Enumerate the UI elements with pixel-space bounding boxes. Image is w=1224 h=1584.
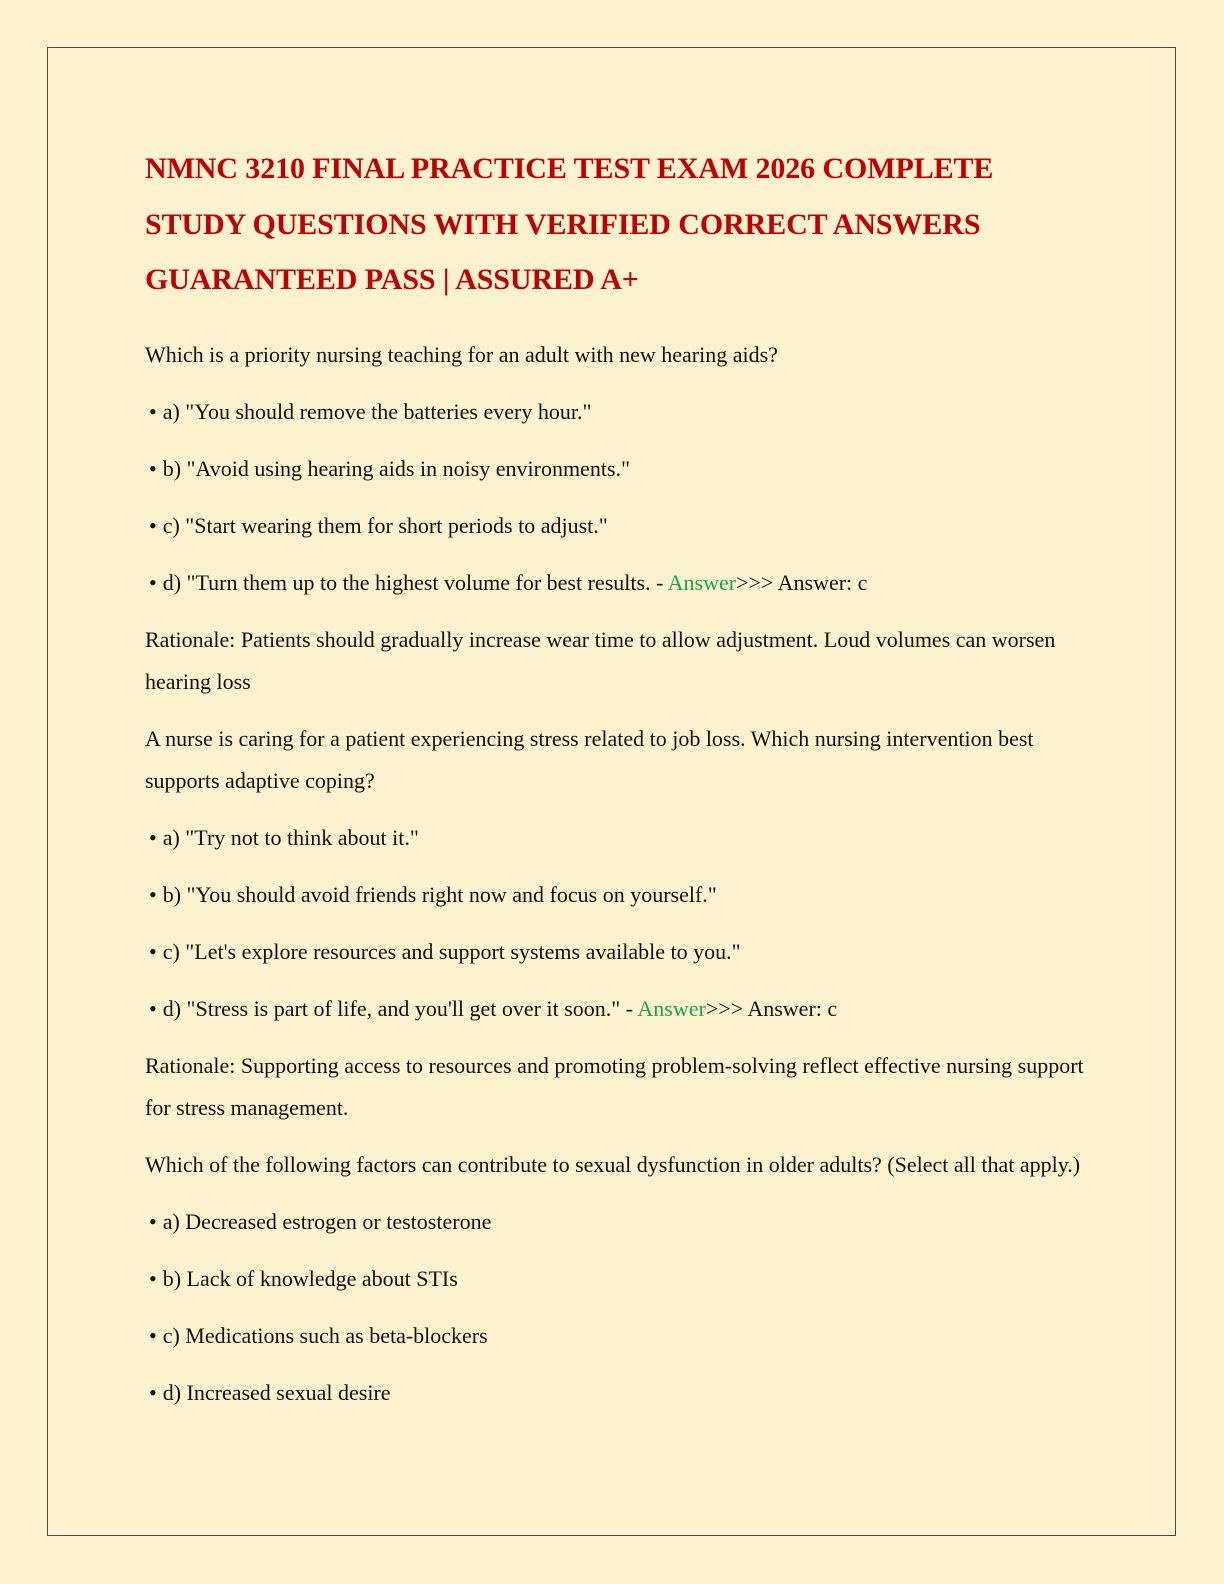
document-title [145, 141, 1085, 308]
bullet-icon: • [149, 398, 157, 424]
bullet-icon: • [149, 1379, 157, 1405]
bullet-icon: • [149, 938, 157, 964]
rationale: Rationale: Patients should gradually increase wear time to allow adjustment. Loud volumes can worsen hearing loss [145, 626, 1056, 694]
answer-option [145, 1315, 1085, 1357]
question-block-2 [145, 718, 1085, 1129]
correct-answer: >>> Answer: c [736, 569, 868, 595]
option-text: c) "Let's explore resources and support systems available to you." [162, 938, 741, 964]
title-line-3: GUARANTEED PASS | ASSURED A+ [145, 263, 639, 296]
option-text: d) "Turn them up to the highest volume for best results. - [162, 569, 668, 595]
answer-option [145, 988, 1085, 1030]
document-body [145, 141, 1085, 1414]
correct-answer: >>> Answer: c [705, 995, 838, 1021]
answer-option [145, 874, 1085, 916]
option-text: c) Medications such as beta-blockers [162, 1322, 488, 1348]
bullet-icon: • [149, 1208, 157, 1234]
answer-option [145, 817, 1085, 859]
answer-label: Answer [637, 995, 706, 1021]
option-text: b) "You should avoid friends right now and focus on yourself." [162, 881, 717, 907]
answer-option [145, 505, 1085, 547]
option-text: a) "You should remove the batteries every hour." [162, 398, 592, 424]
question-stem: Which of the following factors can contribute to sexual dysfunction in older adults? (Select all that apply.) [145, 1151, 1081, 1177]
title-line-1: NMNC 3210 FINAL PRACTICE TEST EXAM 2026 COMPLETE [145, 152, 994, 185]
question-stem: Which is a priority nursing teaching for an adult with new hearing aids? [145, 341, 778, 367]
question-block-3 [145, 1144, 1085, 1414]
bullet-icon: • [149, 1322, 157, 1348]
bullet-icon: • [149, 824, 157, 850]
answer-option [145, 448, 1085, 490]
question-stem: A nurse is caring for a patient experiencing stress related to job loss. Which nursing intervention best supports adaptive coping? [145, 725, 1034, 793]
bullet-icon: • [149, 995, 157, 1021]
title-line-2: STUDY QUESTIONS WITH VERIFIED CORRECT ANSWERS [145, 207, 981, 241]
answer-label: Answer [667, 569, 737, 595]
rationale: Rationale: Supporting access to resources and promoting problem-solving reflect effective nursing support for stress management. [145, 1052, 1084, 1120]
option-text: a) "Try not to think about it." [162, 824, 419, 850]
answer-option [145, 1201, 1085, 1243]
bullet-icon: • [149, 1265, 157, 1291]
bullet-icon: • [149, 512, 157, 538]
bullet-icon: • [149, 455, 157, 481]
answer-option [145, 931, 1085, 973]
option-text: c) "Start wearing them for short periods to adjust." [162, 512, 608, 538]
answer-option [145, 1372, 1085, 1414]
bullet-icon: • [149, 881, 157, 907]
answer-option [145, 391, 1085, 433]
option-text: a) Decreased estrogen or testosterone [162, 1208, 492, 1234]
option-text: b) Lack of knowledge about STIs [162, 1265, 458, 1291]
answer-option [145, 1258, 1085, 1300]
answer-option [145, 562, 1085, 604]
question-block-1 [145, 334, 1085, 703]
option-text: b) "Avoid using hearing aids in noisy environments." [162, 455, 630, 481]
bullet-icon: • [149, 569, 157, 595]
option-text: d) "Stress is part of life, and you'll get over it soon." - [162, 995, 638, 1021]
option-text: d) Increased sexual desire [162, 1379, 391, 1405]
